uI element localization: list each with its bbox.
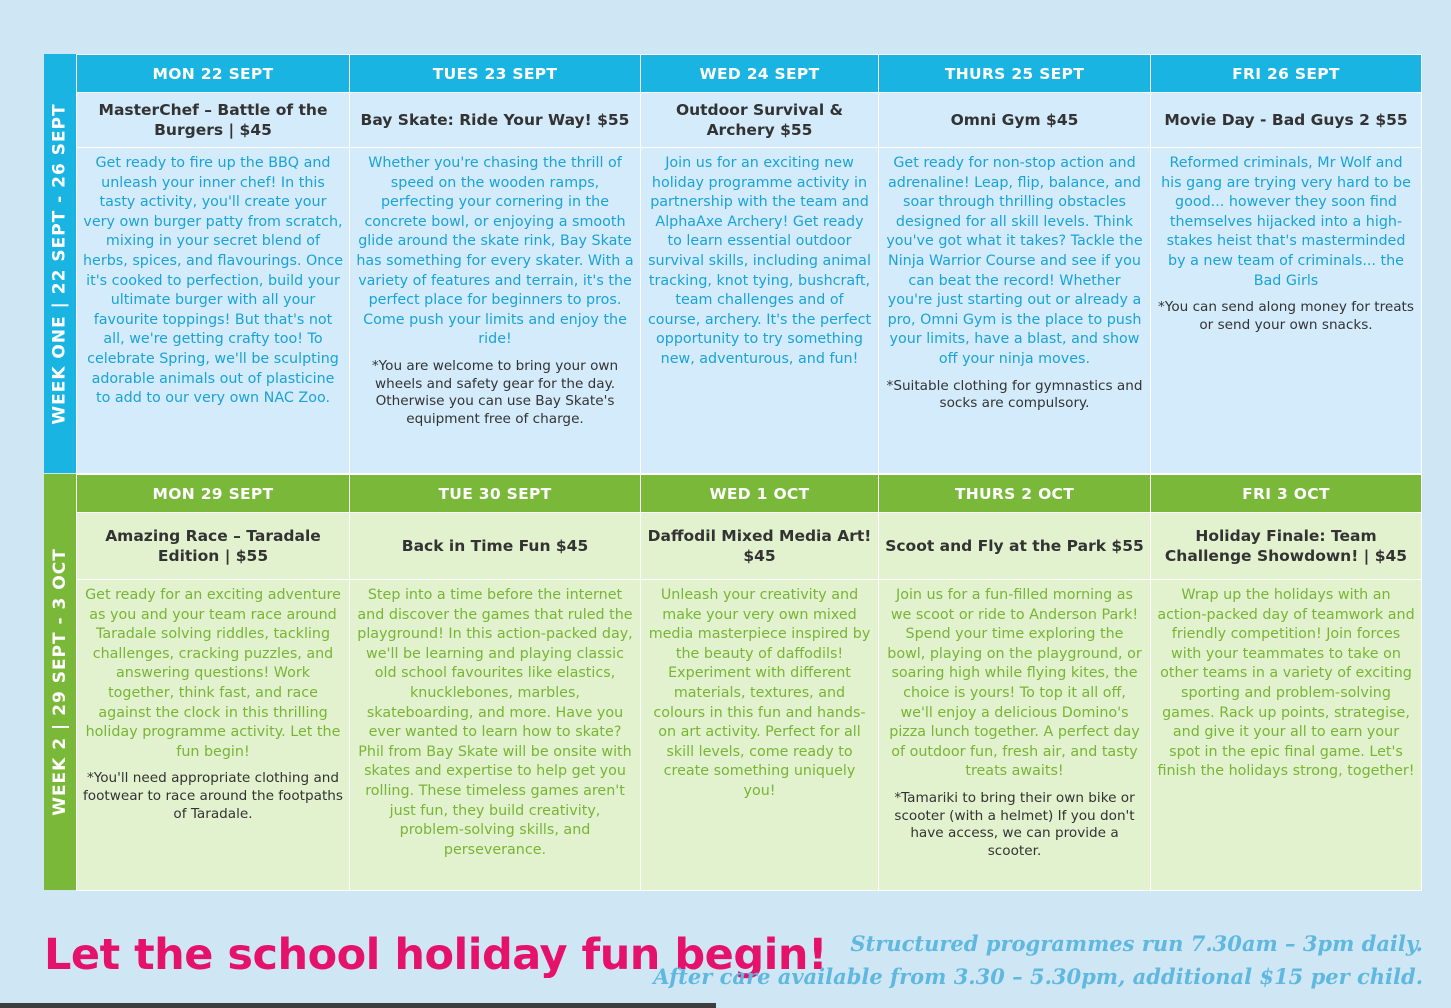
description-note: *You'll need appropriate clothing and footwear to race around the footpaths of Taradale. bbox=[83, 770, 344, 822]
activity-title: MasterChef – Battle of the Burgers | $45 bbox=[77, 93, 350, 148]
description-text: Unleash your creativity and make your very own mixed media masterpiece inspired by the beauty of daffodils! Experiment with different materials, textures, and colours in this fun and hands-on art activity. Perfect for all skill levels, come ready to create something uniquely you! bbox=[648, 587, 871, 799]
day-header: TUES 23 SEPT bbox=[350, 55, 641, 93]
bottom-divider bbox=[0, 1003, 716, 1008]
week-one-label: WEEK ONE | 22 SEPT - 26 SEPT bbox=[44, 54, 76, 473]
activity-description bbox=[1151, 148, 1422, 474]
activity-title: Outdoor Survival & Archery $55 bbox=[641, 93, 879, 148]
schedule-line: After care available from 3.30 – 5.30pm, additional $15 per child. bbox=[653, 964, 1423, 989]
description-note: *You can send along money for treats or send your own snacks. bbox=[1158, 299, 1414, 333]
description-text: Reformed criminals, Mr Wolf and his gang are trying very hard to be good... however they soon find themselves hijacked into a high-stakes heist that's masterminded by a new team of criminals... the Bad Girls bbox=[1161, 155, 1411, 289]
activity-title: Scoot and Fly at the Park $55 bbox=[879, 513, 1151, 580]
description-text: Wrap up the holidays with an action-packed day of teamwork and friendly competition! Join forces with your teammates to take on other teams in a variety of exciting sporting and problem-solving games. Rack up points, strategise, and give it your all to earn your spot in the epic final game. Let's finish the holidays strong, together! bbox=[1157, 587, 1415, 780]
activity-description bbox=[350, 580, 641, 891]
description-text: Get ready for an exciting adventure as you and your team race around Taradale solving riddles, tackling challenges, cracking puzzles, and answering questions! Work together, think fast, and race against the clock in this thrilling holiday programme activity. Let the fun begin! bbox=[85, 587, 341, 760]
activity-title: Holiday Finale: Team Challenge Showdown! | $45 bbox=[1151, 513, 1422, 580]
activity-description bbox=[641, 580, 879, 891]
activity-description bbox=[641, 148, 879, 474]
day-header: WED 1 OCT bbox=[641, 475, 879, 513]
activity-title: Daffodil Mixed Media Art! $45 bbox=[641, 513, 879, 580]
activity-title: Bay Skate: Ride Your Way! $55 bbox=[350, 93, 641, 148]
week-two-label: WEEK 2 | 29 SEPT - 3 OCT bbox=[44, 474, 76, 890]
week-one-schedule bbox=[76, 54, 1422, 474]
day-header: MON 29 SEPT bbox=[77, 475, 350, 513]
schedule-info bbox=[653, 927, 1423, 993]
description-text: Get ready for non-stop action and adrenaline! Leap, flip, balance, and soar through thrilling obstacles designed for all skill levels. Think you've got what it takes? Tackle the Ninja Warrior Course and see if you can beat the record! Whether you're just starting out or already a pro, Omni Gym is the place to push your limits, have a blast, and show off your ninja moves. bbox=[886, 155, 1143, 367]
week-two-schedule bbox=[76, 474, 1422, 891]
description-text: Join us for an exciting new holiday programme activity in partnership with the team and AlphaAxe Archery! Get ready to learn essential outdoor survival skills, including animal tracking, knot tying, bushcraft, team challenges and of course, archery. It's the perfect opportunity to try something new, adventurous, and fun! bbox=[647, 155, 872, 367]
activity-description bbox=[1151, 580, 1422, 891]
description-text: Whether you're chasing the thrill of speed on the wooden ramps, perfecting your cornering in the concrete bowl, or enjoying a smooth glide around the skate rink, Bay Skate has something for every skater. With a variety of features and terrain, it's the perfect place for beginners to pros. Come push your limits and enjoy the ride! bbox=[356, 155, 634, 348]
activity-description bbox=[879, 148, 1151, 474]
headline: Let the school holiday fun begin! bbox=[44, 930, 828, 980]
description-note: *Tamariki to bring their own bike or scooter (with a helmet) If you don't have access, we can provide a scooter. bbox=[894, 789, 1135, 859]
day-header: FRI 3 OCT bbox=[1151, 475, 1422, 513]
description-text: Step into a time before the internet and discover the games that ruled the playground! In this action-packed day, we'll be learning and playing classic old school favourites like elastics, knucklebones, marbles, skateboarding, and more. Have you ever wanted to learn how to skate? Phil from Bay Skate will be onsite with skates and expertise to help get you rolling. These timeless games aren't just fun, they build creativity, problem-solving skills, and perseverance. bbox=[357, 587, 633, 858]
day-header: THURS 25 SEPT bbox=[879, 55, 1151, 93]
activity-title: Movie Day - Bad Guys 2 $55 bbox=[1151, 93, 1422, 148]
activity-description bbox=[879, 580, 1151, 891]
activity-description bbox=[77, 580, 350, 891]
activity-title: Amazing Race – Taradale Edition | $55 bbox=[77, 513, 350, 580]
description-text: Join us for a fun-filled morning as we scoot or ride to Anderson Park! Spend your time exploring the bowl, playing on the playground, or soaring high while flying kites, the choice is yours! To top it all off, we'll enjoy a delicious Domino's pizza lunch together. A perfect day of outdoor fun, fresh air, and tasty treats awaits! bbox=[887, 587, 1142, 780]
activity-description bbox=[77, 148, 350, 474]
activity-description bbox=[350, 148, 641, 474]
description-text: Get ready to fire up the BBQ and unleash your inner chef! In this tasty activity, you'll create your very own burger patty from scratch, mixing in your secret blend of herbs, spices, and flavourings. Once it's cooked to perfection, build your ultimate burger with all your favourite toppings! But that's not all, we're getting crafty too! To celebrate Spring, we'll be sculpting adorable animals out of plasticine to add to our very own NAC Zoo. bbox=[83, 155, 344, 407]
description-note: *Suitable clothing for gymnastics and socks are compulsory. bbox=[886, 377, 1143, 412]
day-header: THURS 2 OCT bbox=[879, 475, 1151, 513]
day-header: FRI 26 SEPT bbox=[1151, 55, 1422, 93]
activity-title: Back in Time Fun $45 bbox=[350, 513, 641, 580]
day-header: MON 22 SEPT bbox=[77, 55, 350, 93]
description-note: *You are welcome to bring your own wheels and safety gear for the day. Otherwise you can use Bay Skate's equipment free of charge. bbox=[371, 357, 619, 427]
schedule-line: Structured programmes run 7.30am – 3pm daily. bbox=[850, 931, 1423, 956]
activity-title: Omni Gym $45 bbox=[879, 93, 1151, 148]
day-header: TUE 30 SEPT bbox=[350, 475, 641, 513]
day-header: WED 24 SEPT bbox=[641, 55, 879, 93]
